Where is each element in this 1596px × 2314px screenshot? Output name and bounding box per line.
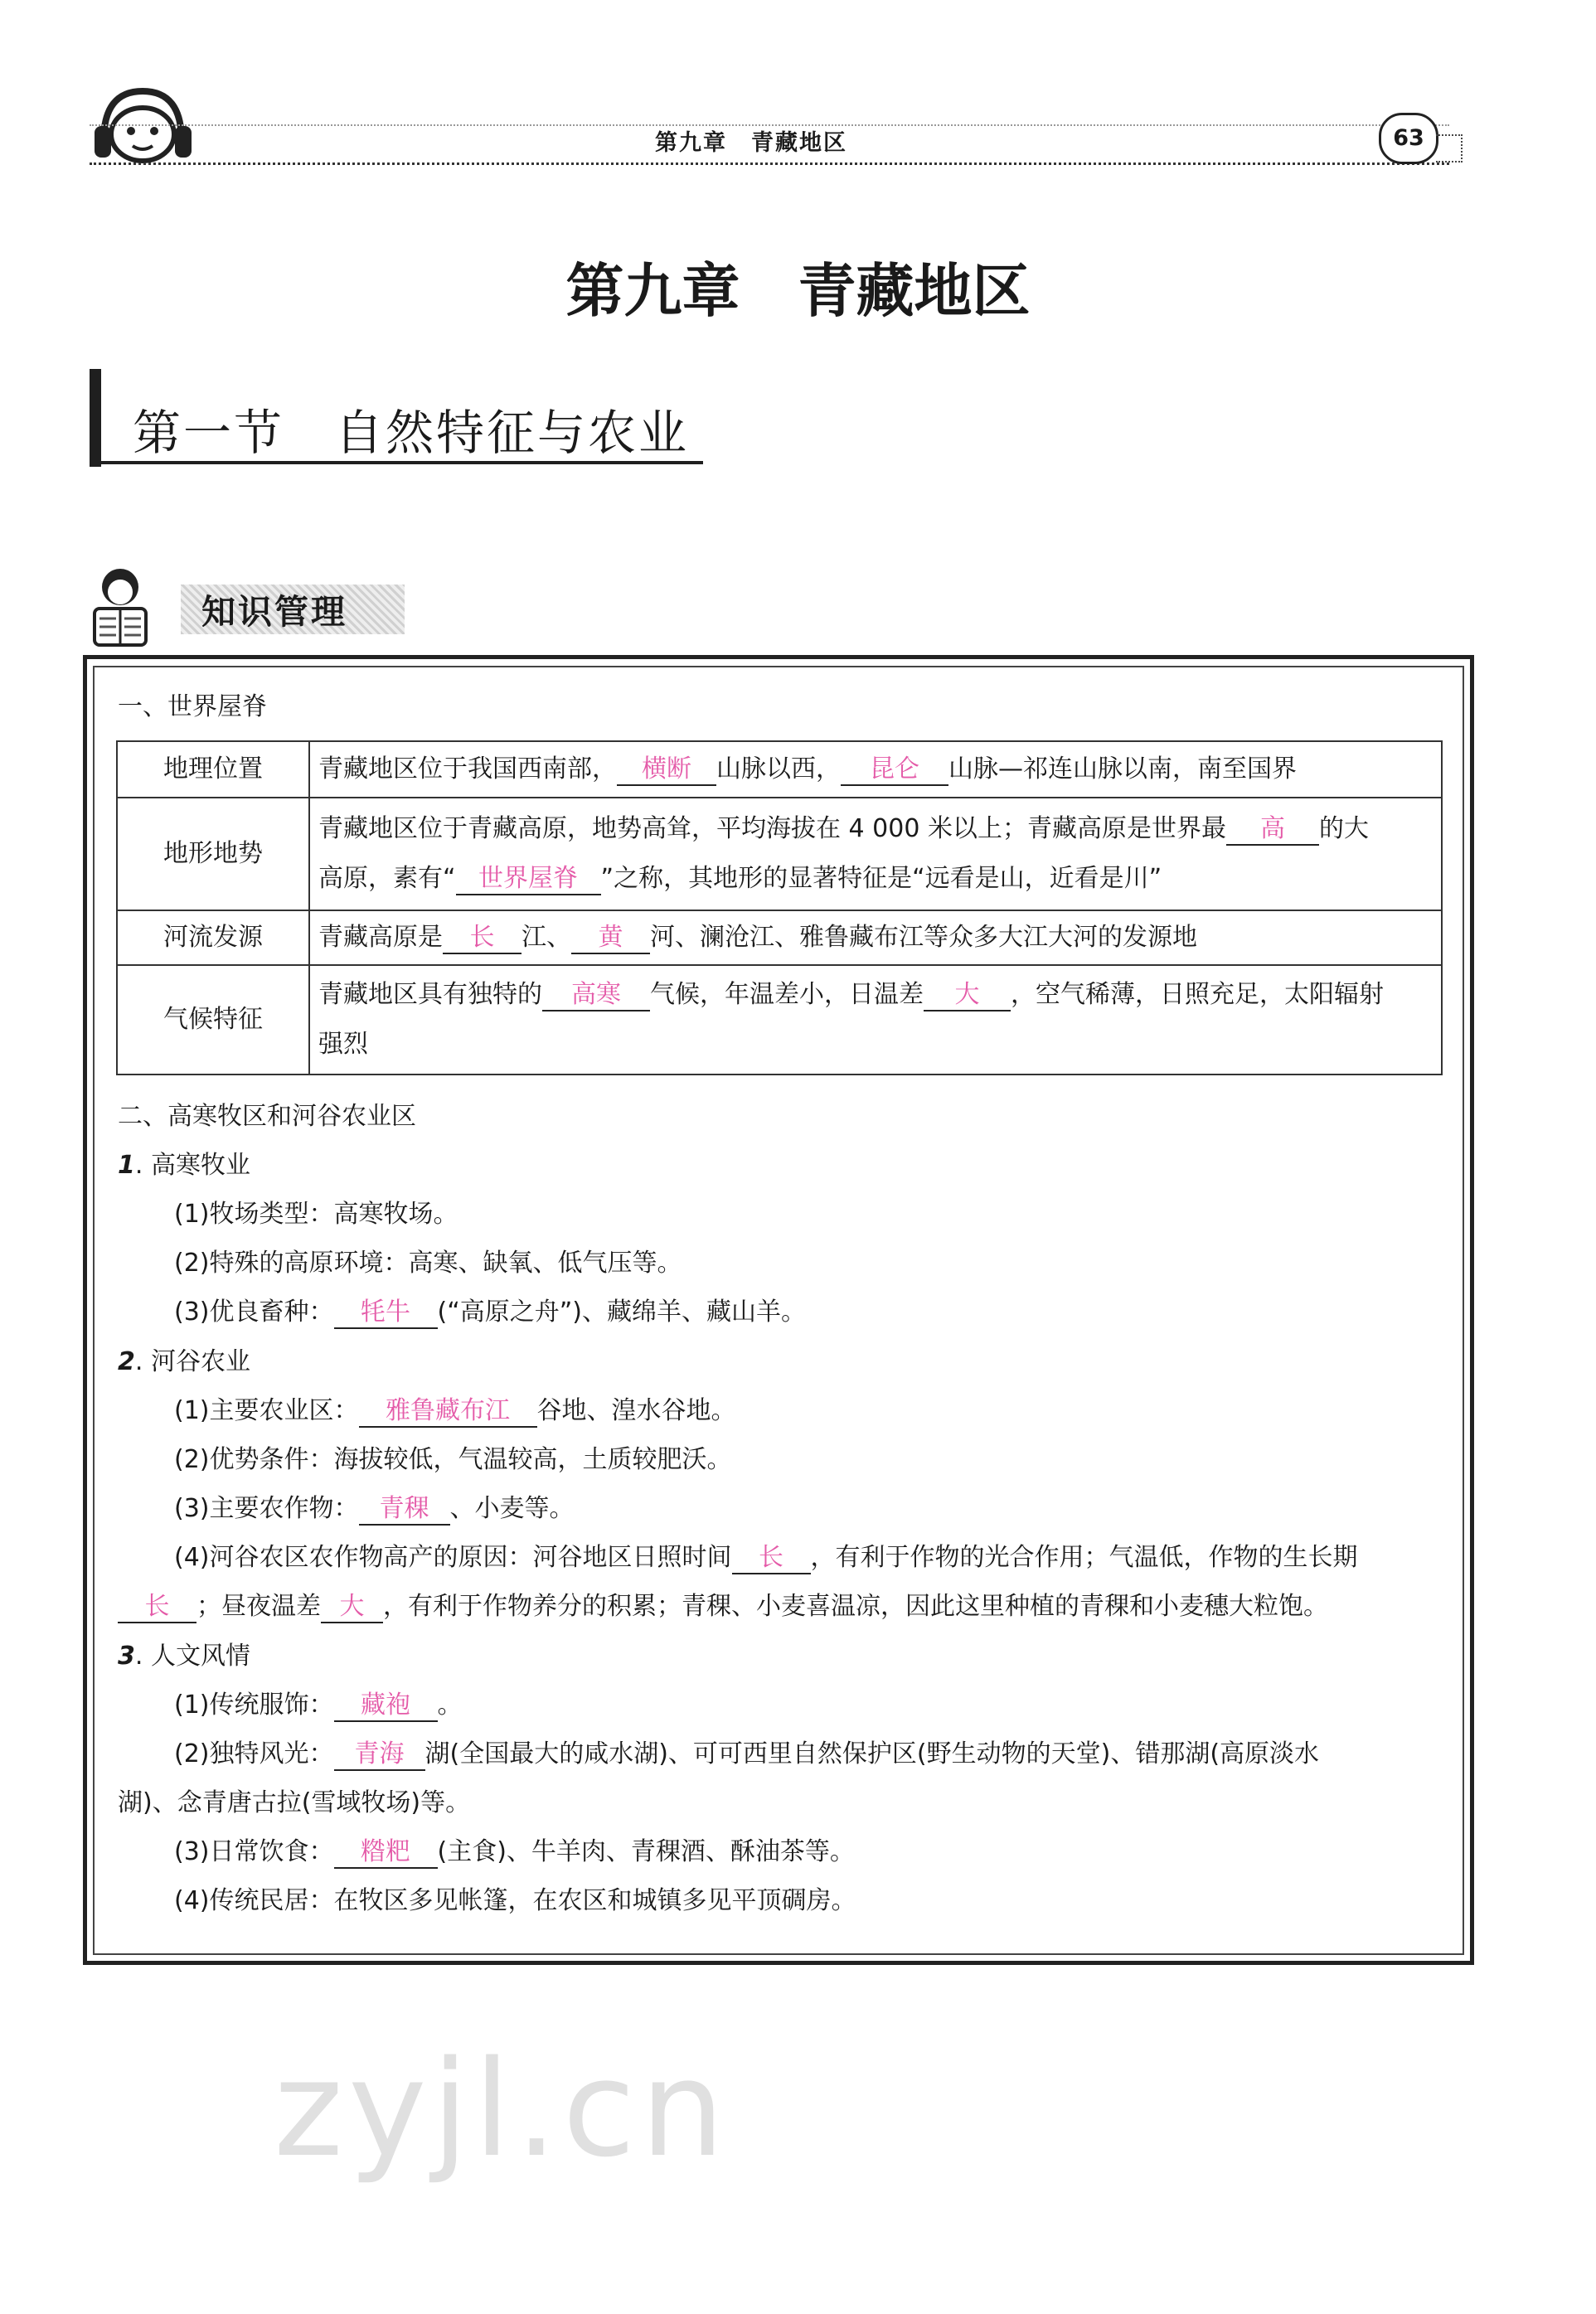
answer-blank: 雅鲁藏布江 <box>359 1396 537 1428</box>
page-tab-decoration <box>1436 134 1463 163</box>
text: 河、澜沧江、雅鲁藏布江等众多大江大河的发源地 <box>650 923 1197 952</box>
list-item-continued: 长 ；昼夜温差 大 ，有利于作物养分的积累；青稞、小麦喜温凉，因此这里种植的青稞和小麦穗大粒饱。 <box>118 1589 1328 1624</box>
text: 山脉以西， <box>716 754 841 783</box>
knowledge-label: 知识管理 <box>201 592 347 632</box>
row-label: 地理位置 <box>117 741 309 798</box>
text: 青藏地区具有独特的 <box>318 980 542 1009</box>
section-title: 第一节 自然特征与农业 <box>133 405 690 461</box>
answer-blank: 长 <box>443 923 521 954</box>
answer-blank: 青稞 <box>359 1494 450 1526</box>
list-item: (3)优良畜种： 牦牛 (“高原之舟”)、藏绵羊、藏山羊。 <box>174 1295 806 1330</box>
running-header-title: 第九章 青藏地区 <box>655 130 847 156</box>
list-item: (3)主要农作物： 青稞 、小麦等。 <box>174 1492 575 1526</box>
geo-table <box>116 740 1443 1075</box>
list-item: (2)独特风光： 青海 湖(全国最大的咸水湖)、可可西里自然保护区(野生动物的天堂)、错那湖(高原淡水 <box>174 1737 1319 1772</box>
list-item: (1)主要农业区： 雅鲁藏布江 谷地、湟水谷地。 <box>174 1394 736 1429</box>
subheading-1: 1. 高寒牧业 <box>118 1151 250 1180</box>
list-item: (3)日常饮食： 糌粑 (主食)、牛羊肉、青稞酒、酥油茶等。 <box>174 1835 855 1870</box>
answer-blank: 藏袍 <box>334 1691 438 1722</box>
answer-blank: 长 <box>118 1592 196 1623</box>
row-label: 地形地势 <box>117 798 309 910</box>
row-content <box>309 741 1442 798</box>
subheading-3: 3. 人文风情 <box>118 1642 250 1671</box>
student-reading-icon <box>83 564 158 647</box>
text: 高原，素有“ <box>318 864 456 893</box>
row-label: 河流发源 <box>117 910 309 965</box>
chapter-title: 第九章 青藏地区 <box>565 256 1031 325</box>
subheading-2: 2. 河谷农业 <box>118 1347 250 1376</box>
table-row <box>117 741 1442 798</box>
answer-blank: 青海 <box>334 1739 425 1771</box>
answer-blank: 世界屋脊 <box>456 864 601 895</box>
table-row <box>117 965 1442 1075</box>
answer-blank: 高寒 <box>542 980 650 1011</box>
watermark: zyjl.cn <box>274 2031 730 2186</box>
text: 青藏高原是 <box>318 923 443 952</box>
row-content <box>309 910 1442 965</box>
list-item: (1)牧场类型：高寒牧场。 <box>174 1200 458 1229</box>
part1-heading: 一、世界屋脊 <box>118 692 267 721</box>
text: 江、 <box>521 923 571 952</box>
answer-blank: 长 <box>732 1543 811 1574</box>
page-number: 63 <box>1379 113 1438 164</box>
list-item: (4)传统民居：在牧区多见帐篷，在农区和城镇多见平顶碉房。 <box>174 1886 856 1915</box>
list-item-continued: 湖)、念青唐古拉(雪域牧场)等。 <box>118 1788 471 1817</box>
answer-blank: 昆仑 <box>841 754 948 786</box>
text: ”之称，其地形的显著特征是“远看是山，近看是川” <box>600 864 1162 893</box>
table-row <box>117 798 1442 910</box>
text: ，空气稀薄，日照充足，太阳辐射 <box>1011 980 1384 1009</box>
section-rule <box>90 461 703 464</box>
answer-blank: 牦牛 <box>334 1298 438 1329</box>
part2-heading: 二、高寒牧区和河谷农业区 <box>118 1102 416 1131</box>
row-content <box>309 965 1442 1075</box>
section-bar <box>90 369 101 467</box>
text: 青藏地区位于青藏高原，地势高耸，平均海拔在 4 000 米以上；青藏高原是世界最 <box>318 814 1226 843</box>
list-item: (2)优势条件：海拔较低，气温较高，土质较肥沃。 <box>174 1445 732 1474</box>
answer-blank: 糌粑 <box>334 1837 438 1869</box>
list-item: (4)河谷农区农作物高产的原因：河谷地区日照时间 长 ，有利于作物的光合作用；气温低，作物的生长期 <box>174 1540 1358 1575</box>
answer-blank: 大 <box>924 980 1011 1011</box>
row-content <box>309 798 1442 910</box>
list-item: (2)特殊的高原环境：高寒、缺氧、低气压等。 <box>174 1249 682 1278</box>
text: 气候，年温差小，日温差 <box>650 980 924 1009</box>
text: 的大 <box>1318 814 1369 843</box>
row-label: 气候特征 <box>117 965 309 1075</box>
text: 强烈 <box>318 1030 368 1059</box>
answer-blank: 高 <box>1226 814 1319 846</box>
text: 山脉—祁连山脉以南，南至国界 <box>948 754 1297 783</box>
table-row <box>117 910 1442 965</box>
answer-blank: 黄 <box>571 923 650 954</box>
answer-blank: 大 <box>321 1592 383 1623</box>
text: 青藏地区位于我国西南部， <box>318 754 617 783</box>
answer-blank: 横断 <box>617 754 716 786</box>
list-item: (1)传统服饰： 藏袍 。 <box>174 1688 463 1723</box>
